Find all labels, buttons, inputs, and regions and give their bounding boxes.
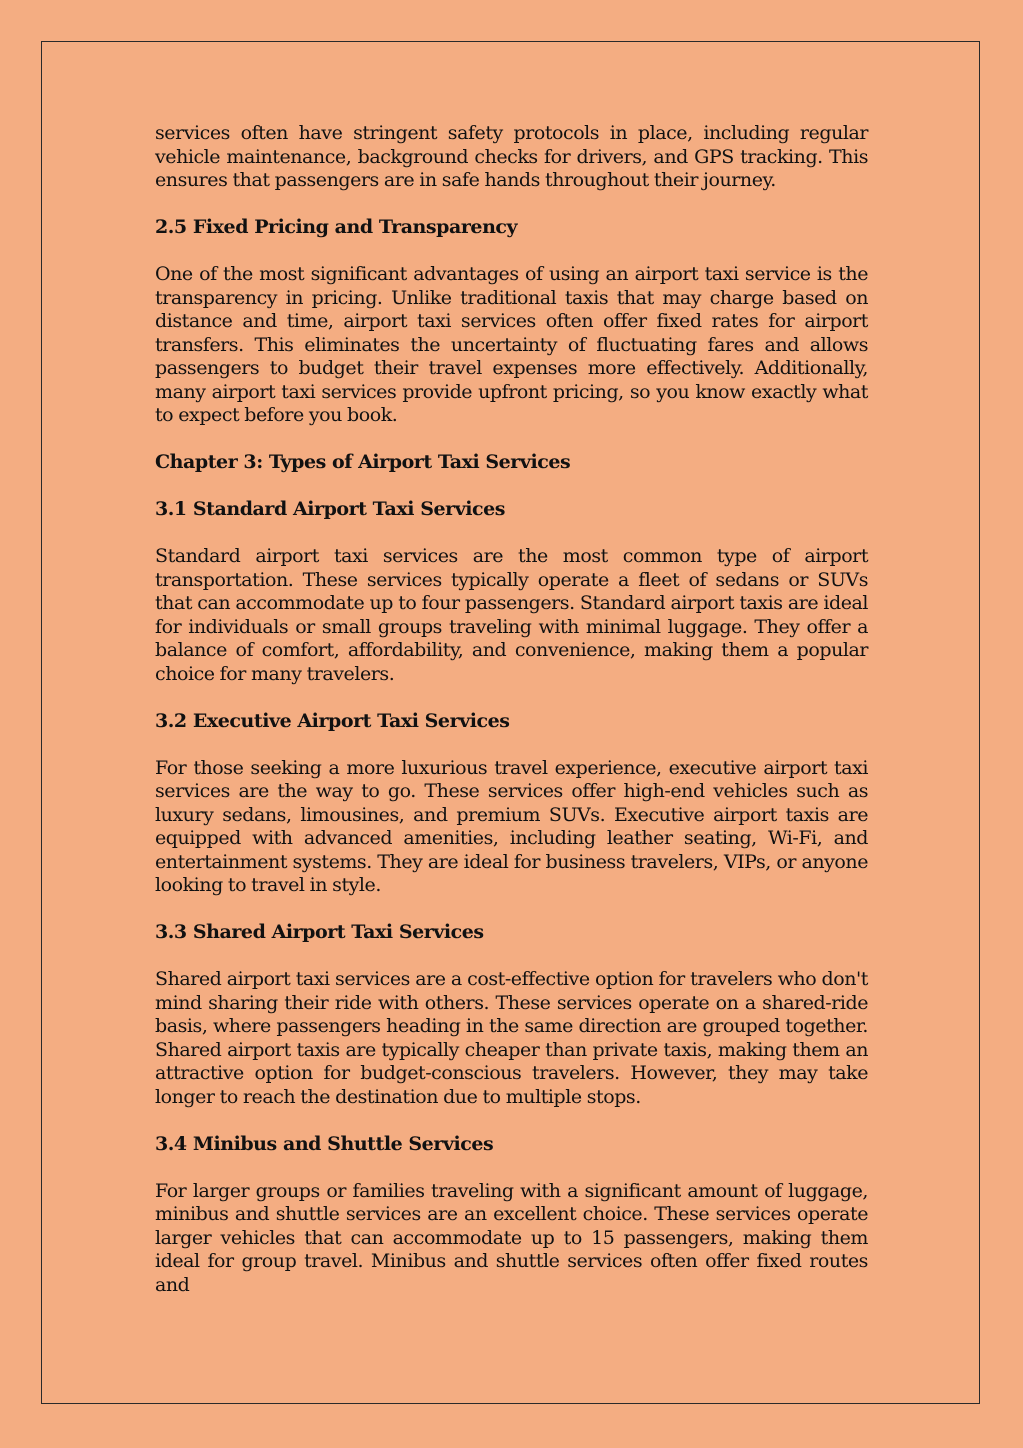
paragraph-fixed-pricing: One of the most significant advantages of using an airport taxi service is the transparency in pricing. Unlike traditional taxis that may charge based on distance and time, airport taxi services often offer fixed rates for airport transfers. This eliminates the uncertainty of fluctuating fares and allows passengers to budget their travel expenses more effectively. Additionally, many airport taxi services provide upfront pricing, so you know exactly what to expect before you book. xyxy=(155,263,868,426)
paragraph-safety-continued: services often have stringent safety protocols in place, including regular vehicle maintenance, background checks for drivers, and GPS tracking. This ensures that passengers are in safe hands throughout their journey. xyxy=(155,122,868,191)
heading-3-3: 3.3 Shared Airport Taxi Services xyxy=(155,921,484,943)
heading-3-2: 3.2 Executive Airport Taxi Services xyxy=(155,709,510,732)
paragraph-shared: Shared airport taxi services are a cost-effective option for travelers who don't mind sharing their ride with others. These services operate on a shared-ride basis, where passengers heading in the same direction are grouped together. Shared airport taxis are typically cheaper than private taxis, making them an attractive option for budget-conscious travelers. However, they may take longer to reach the destination due to multiple stops. xyxy=(155,968,868,1108)
heading-2-5: 2.5 Fixed Pricing and Transparency xyxy=(155,216,518,238)
paragraph-executive: For those seeking a more luxurious travel experience, executive airport taxi services are the way to go. These services offer high-end vehicles such as luxury sedans, limousines, and premium SUVs. Executive airport taxis are equipped with advanced amenities, including leather seating, Wi-Fi, and entertainment systems. They are ideal for business travelers, VIPs, or anyone looking to travel in style. xyxy=(155,756,868,896)
paragraph-standard: Standard airport taxi services are the most common type of airport transportation. These services typically operate a fleet of sedans or SUVs that can accommodate up to four passengers. Standard airport taxis are ideal for individuals or small groups traveling with minimal luggage. They offer a balance of comfort, affordability, and convenience, making them a popular choice for many travelers. xyxy=(155,545,868,685)
heading-3-4: 3.4 Minibus and Shuttle Services xyxy=(155,1132,494,1155)
document-body xyxy=(155,122,868,1321)
heading-chapter-3: Chapter 3: Types of Airport Taxi Services xyxy=(155,451,571,473)
heading-3-1: 3.1 Standard Airport Taxi Services xyxy=(155,498,506,520)
paragraph-minibus: For larger groups or families traveling with a significant amount of luggage, minibus and shuttle services are an excellent choice. These services operate larger vehicles that can accommodate up to 15 passengers, making them ideal for group travel. Minibus and shuttle services often offer fixed routes and xyxy=(155,1179,868,1296)
